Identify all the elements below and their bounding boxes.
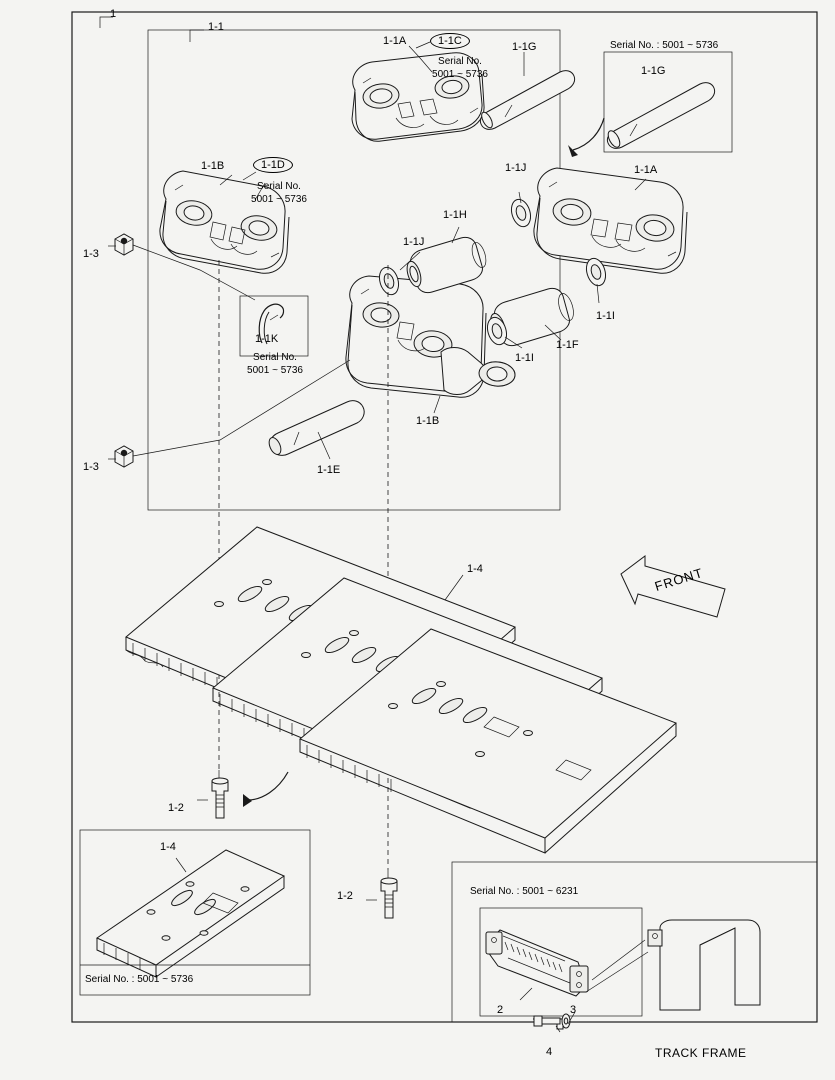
callout-1-1B-left: 1-1B (201, 160, 225, 172)
callout-1-1A-right: 1-1A (634, 164, 658, 176)
bolt-1-2-upper (212, 778, 228, 818)
inset-track-shoe (80, 830, 310, 995)
callout-1-4-main: 1-4 (467, 563, 483, 575)
serial-note-k-line2: 5001 ~ 5736 (247, 365, 303, 376)
callout-1-1K: 1-1K (255, 333, 279, 345)
callout-1-1C: 1-1C (430, 33, 470, 49)
callout-1-1H: 1-1H (443, 209, 467, 221)
callout-2: 2 (497, 1004, 504, 1016)
callout-1-1D: 1-1D (253, 157, 293, 173)
inset-1-1G (604, 52, 732, 152)
serial-note-left-line2: 5001 ~ 5736 (251, 194, 307, 205)
serial-note-top-line2: 5001 ~ 5736 (432, 69, 488, 80)
serial-note-top-line1: Serial No. (438, 56, 482, 67)
callout-3: 3 (570, 1004, 577, 1016)
track-frame-label: TRACK FRAME (655, 1046, 747, 1060)
callout-1-3-lower: 1-3 (83, 461, 99, 473)
nut-1-3-lower (115, 446, 133, 467)
callout-1-4-inset: 1-4 (160, 841, 176, 853)
callout-1: 1 (110, 8, 117, 20)
callout-1-2-lower: 1-2 (337, 890, 353, 902)
bolt-1-2-lower (381, 878, 397, 918)
nut-1-3-upper (115, 234, 133, 255)
callout-1-1A-top: 1-1A (383, 35, 407, 47)
callout-1-1E: 1-1E (317, 464, 341, 476)
callout-1-1G-inset: 1-1G (641, 65, 666, 77)
callout-1-2-upper: 1-2 (168, 802, 184, 814)
front-arrow-label: FRONT (652, 565, 705, 594)
inset-g-serial: Serial No. : 5001 ~ 5736 (610, 40, 719, 51)
inset-shoe-serial: Serial No. : 5001 ~ 5736 (85, 974, 194, 985)
callout-1-3-upper: 1-3 (83, 248, 99, 260)
callout-1-1I-left: 1-1I (515, 352, 534, 364)
callout-1-1: 1-1 (208, 21, 224, 33)
callout-1-1J-right: 1-1J (505, 162, 527, 174)
callout-1-1F: 1-1F (556, 339, 579, 351)
callout-1-1B-center: 1-1B (416, 415, 440, 427)
serial-note-k-line1: Serial No. (253, 352, 297, 363)
serial-note-left-line1: Serial No. (257, 181, 301, 192)
link-1-1A-right (534, 168, 687, 273)
pin-1-1E (267, 401, 364, 457)
inset-1-1K (240, 296, 308, 356)
inset-frame-serial: Serial No. : 5001 ~ 6231 (470, 886, 579, 897)
callout-1-1I-right: 1-1I (596, 310, 615, 322)
callout-1-1G-top: 1-1G (512, 41, 537, 53)
callout-4: 4 (546, 1046, 553, 1058)
callout-1-1J-left: 1-1J (403, 236, 425, 248)
